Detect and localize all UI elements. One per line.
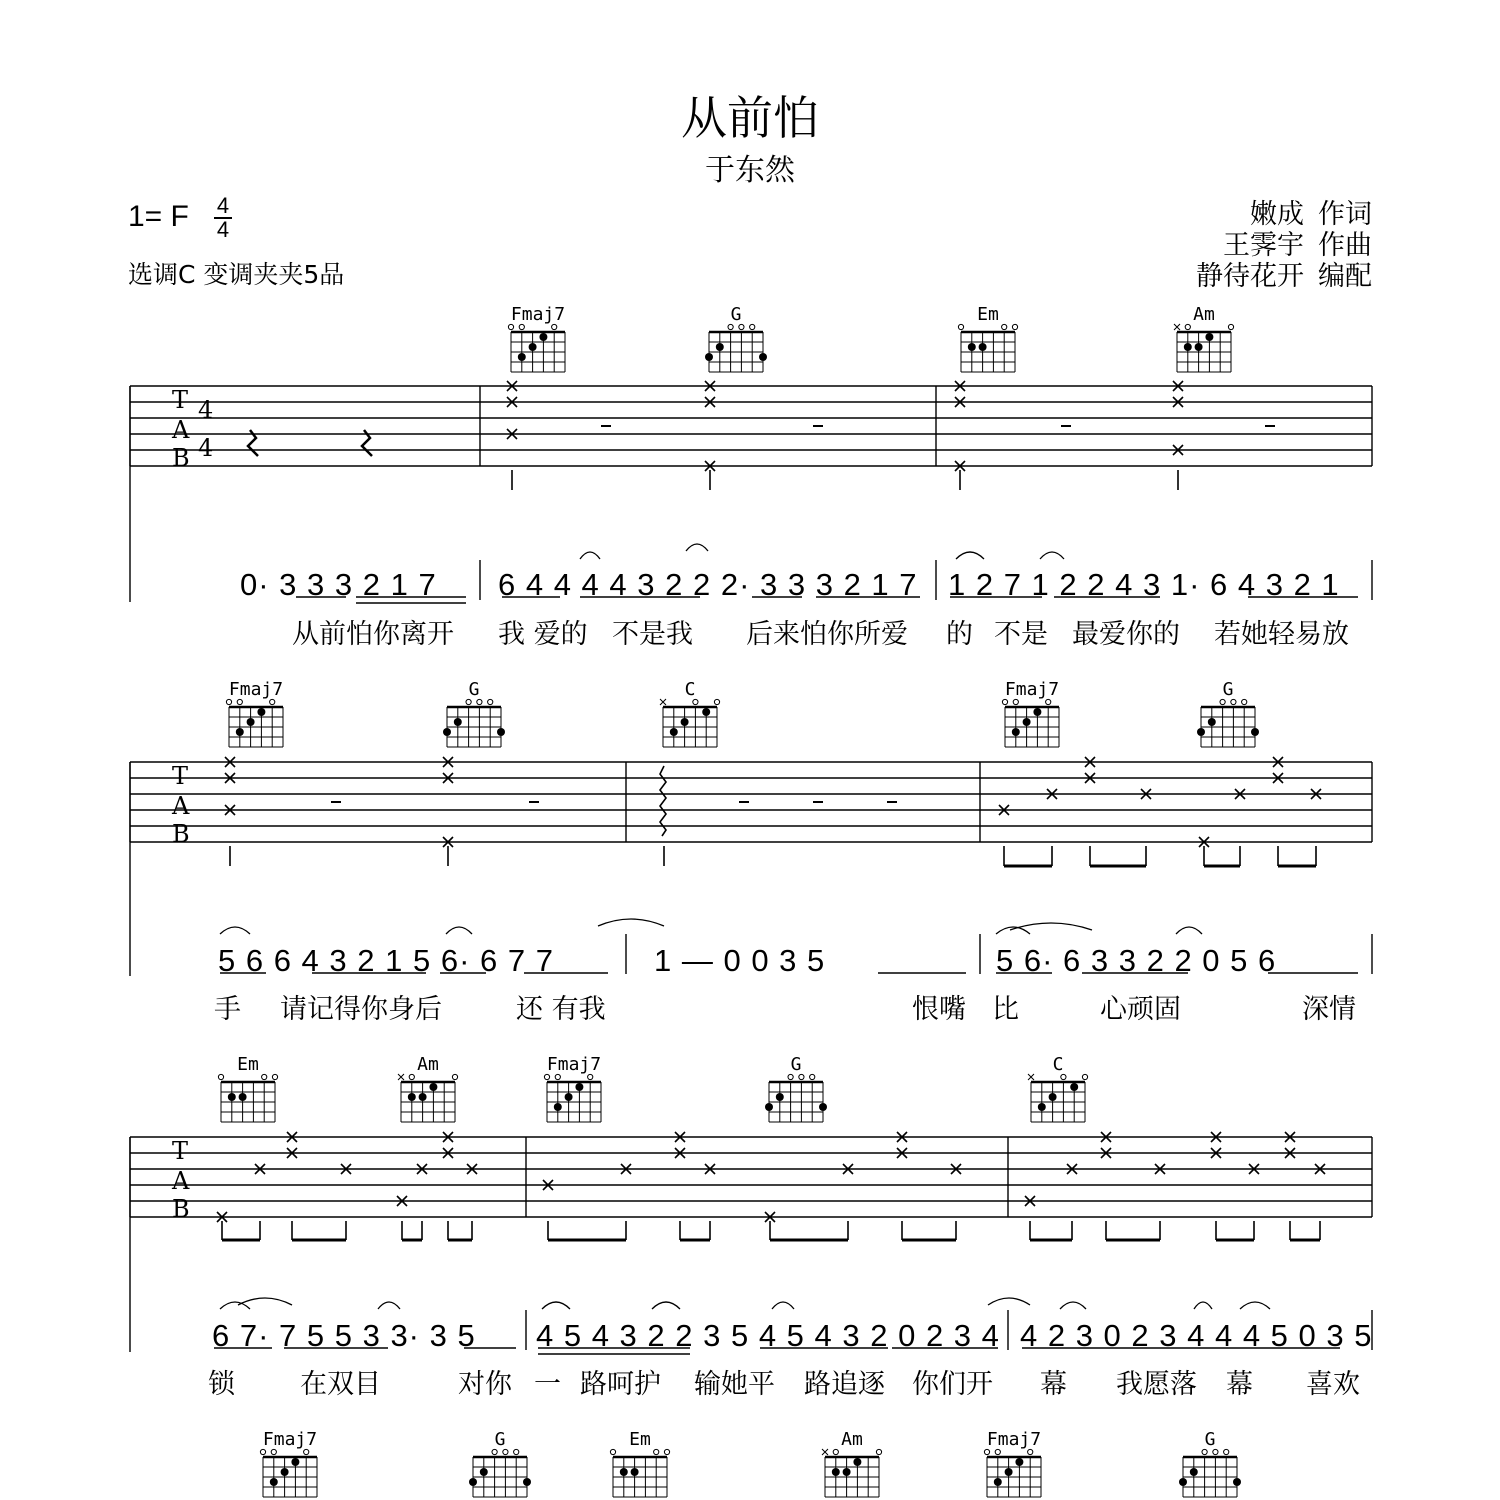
chord-name: G xyxy=(1204,1429,1216,1450)
finger-dot xyxy=(716,343,724,351)
credit-name: 王霁宇 xyxy=(1223,230,1304,261)
lyric: 一 xyxy=(534,1369,561,1400)
lyric: 路呵护 xyxy=(580,1369,661,1400)
jianpu-measure: 6 7· 7 5 5 3 3· 3 5 xyxy=(212,1318,476,1353)
finger-dot xyxy=(257,708,265,716)
open-string-marker xyxy=(492,1449,497,1454)
lyric: 我 爱的 xyxy=(498,619,588,650)
lyric: 锁 xyxy=(208,1369,235,1400)
open-string-marker xyxy=(1013,699,1018,704)
open-string-marker xyxy=(958,324,963,329)
lyric: 的 xyxy=(946,619,973,650)
open-string-marker xyxy=(1220,699,1225,704)
lyric: 若她轻易放 xyxy=(1214,619,1349,650)
lyric: 喜欢 xyxy=(1306,1369,1360,1400)
finger-dot xyxy=(819,1103,827,1111)
jianpu-measure: 0· 3 3 3 2 1 7 xyxy=(240,567,437,602)
finger-dot xyxy=(631,1468,639,1476)
jianpu-measure: 6 4 4 4 4 3 2 2 2· 3 3 3 2 1 7 xyxy=(498,567,918,602)
slur-arc xyxy=(238,1298,292,1305)
jianpu-measure: 5 6 6 4 3 2 1 5 6· 6 7 7 xyxy=(218,943,554,978)
chord-diagram-g xyxy=(1197,679,1259,747)
chord-diagram-g xyxy=(705,304,767,372)
finger-dot xyxy=(1205,333,1213,341)
slur-arc xyxy=(598,919,664,926)
jianpu-measure: 4 5 4 3 2 2 3 5 4 5 4 3 2 0 2 3 4 xyxy=(536,1318,1000,1353)
chord-diagram-c xyxy=(660,679,720,747)
open-string-marker xyxy=(260,1449,265,1454)
chord-name: Am xyxy=(417,1054,439,1075)
finger-dot xyxy=(759,353,767,361)
open-string-marker xyxy=(272,1074,277,1079)
chord-diagram-c xyxy=(1028,1054,1088,1122)
slur-arc xyxy=(378,1302,400,1309)
finger-dot xyxy=(620,1468,628,1476)
chord-diagram-fmaj7 xyxy=(984,1429,1041,1497)
slur-arc xyxy=(988,1298,1030,1305)
finger-dot xyxy=(681,718,689,726)
key-signature: 1= F xyxy=(128,200,189,233)
slur-arc xyxy=(1176,927,1202,934)
jianpu-measure: 5 6· 6 3 3 2 2 0 5 6 xyxy=(996,943,1277,978)
finger-dot xyxy=(539,333,547,341)
finger-dot xyxy=(1195,343,1203,351)
finger-dot xyxy=(575,1083,583,1091)
jianpu-measure: 1 2 7 1 2 2 4 3 1· 6 4 3 2 1 xyxy=(948,567,1340,602)
open-string-marker xyxy=(995,1449,1000,1454)
chord-diagram-am xyxy=(822,1429,882,1497)
open-string-marker xyxy=(1061,1074,1066,1079)
open-string-marker xyxy=(693,699,698,704)
slur-arc xyxy=(580,552,600,559)
finger-dot xyxy=(1023,718,1031,726)
open-string-marker xyxy=(984,1449,989,1454)
credit-role: 作词 xyxy=(1318,199,1372,230)
finger-dot xyxy=(776,1093,784,1101)
finger-dot xyxy=(1005,1468,1013,1476)
chord-diagram-em xyxy=(958,304,1017,372)
chord-diagram-em xyxy=(218,1054,277,1122)
tab-clef-letter: A xyxy=(172,1167,190,1195)
finger-dot xyxy=(1251,728,1259,736)
open-string-marker xyxy=(466,699,471,704)
open-string-marker xyxy=(218,1074,223,1079)
lyric: 还 有我 xyxy=(516,994,606,1025)
chord-name: Fmaj7 xyxy=(986,1429,1042,1450)
open-string-marker xyxy=(514,1449,519,1454)
muted-string-marker xyxy=(822,1449,828,1455)
lyric: 从前怕你离开 xyxy=(292,619,454,650)
chord-diagram-fmaj7 xyxy=(1002,679,1059,747)
lyric: 后来怕你所爱 xyxy=(746,619,908,650)
open-string-marker xyxy=(488,699,493,704)
slur-arc xyxy=(542,1302,570,1309)
open-string-marker xyxy=(876,1449,881,1454)
chord-name: G xyxy=(730,304,742,325)
finger-dot xyxy=(291,1458,299,1466)
chord-diagram-g xyxy=(1179,1429,1241,1497)
chord-name: Am xyxy=(841,1429,863,1450)
finger-dot xyxy=(236,728,244,736)
finger-dot xyxy=(408,1093,416,1101)
open-string-marker xyxy=(1231,699,1236,704)
finger-dot xyxy=(1184,343,1192,351)
open-string-marker xyxy=(1046,699,1051,704)
lyric: 深情 xyxy=(1302,994,1356,1025)
finger-dot xyxy=(765,1103,773,1111)
open-string-marker xyxy=(1224,1449,1229,1454)
finger-dot xyxy=(419,1093,427,1101)
chord-diagram-g xyxy=(765,1054,827,1122)
finger-dot xyxy=(1012,728,1020,736)
open-string-marker xyxy=(226,699,231,704)
finger-dot xyxy=(994,1478,1002,1486)
open-string-marker xyxy=(1185,324,1190,329)
lyric: 比 xyxy=(992,994,1019,1025)
tab-clef-letter: B xyxy=(172,820,190,848)
finger-dot xyxy=(518,353,526,361)
open-string-marker xyxy=(1012,324,1017,329)
open-string-marker xyxy=(503,1449,508,1454)
credit-role: 编配 xyxy=(1318,261,1372,292)
finger-dot xyxy=(529,343,537,351)
open-string-marker xyxy=(1242,699,1247,704)
finger-dot xyxy=(443,728,451,736)
finger-dot xyxy=(1233,1478,1241,1486)
jianpu-measure: 1 — 0 0 3 5 xyxy=(654,943,826,978)
open-string-marker xyxy=(588,1074,593,1079)
lyric: 对你 xyxy=(458,1369,512,1400)
chord-diagram-g xyxy=(443,679,505,747)
finger-dot xyxy=(247,718,255,726)
lyric: 不是 xyxy=(994,619,1048,650)
slur-arc xyxy=(686,544,708,551)
lyric: 路追逐 xyxy=(804,1369,885,1400)
open-string-marker xyxy=(1228,324,1233,329)
chord-name: G xyxy=(494,1429,506,1450)
open-string-marker xyxy=(788,1074,793,1079)
finger-dot xyxy=(1049,1093,1057,1101)
tab-clef-letter: T xyxy=(172,762,189,790)
chord-name: Fmaj7 xyxy=(510,304,566,325)
tab-clef-letter: A xyxy=(172,416,190,444)
finger-dot xyxy=(270,1478,278,1486)
finger-dot xyxy=(1070,1083,1078,1091)
chord-name: Fmaj7 xyxy=(228,679,284,700)
slur-arc xyxy=(1240,1302,1270,1309)
open-string-marker xyxy=(508,324,513,329)
open-string-marker xyxy=(552,324,557,329)
time-signature-top: 4 xyxy=(216,193,230,218)
lyric: 在双目 xyxy=(300,1369,381,1400)
open-string-marker xyxy=(262,1074,267,1079)
finger-dot xyxy=(497,728,505,736)
open-string-marker xyxy=(544,1074,549,1079)
tab-clef-letter: B xyxy=(172,444,190,472)
jianpu-measure: 4 2 3 0 2 3 4 4 4 5 0 3 5 xyxy=(1020,1318,1373,1353)
finger-dot xyxy=(968,343,976,351)
tab-clef-letter: A xyxy=(172,792,190,820)
finger-dot xyxy=(429,1083,437,1091)
tab-time-signature: 4 xyxy=(198,434,214,462)
time-signature-bottom: 4 xyxy=(216,217,230,242)
lyric: 心顽固 xyxy=(1100,994,1181,1025)
chord-name: Em xyxy=(629,1429,651,1450)
lyric: 输她平 xyxy=(694,1369,775,1400)
tab-time-signature: 4 xyxy=(198,396,214,424)
chord-diagram-fmaj7 xyxy=(544,1054,601,1122)
lyric: 手 xyxy=(214,994,241,1025)
slur-arc xyxy=(772,1302,794,1309)
open-string-marker xyxy=(1213,1449,1218,1454)
muted-string-marker xyxy=(660,699,666,705)
open-string-marker xyxy=(237,699,242,704)
finger-dot xyxy=(1208,718,1216,726)
finger-dot xyxy=(469,1478,477,1486)
open-string-marker xyxy=(664,1449,669,1454)
chord-name: G xyxy=(1222,679,1234,700)
chord-name: Fmaj7 xyxy=(1004,679,1060,700)
chord-name: C xyxy=(684,679,696,700)
chord-diagram-em xyxy=(610,1429,669,1497)
open-string-marker xyxy=(739,324,744,329)
finger-dot xyxy=(832,1468,840,1476)
chord-diagram-fmaj7 xyxy=(226,679,283,747)
finger-dot xyxy=(228,1093,236,1101)
chord-diagram-am xyxy=(398,1054,458,1122)
open-string-marker xyxy=(270,699,275,704)
finger-dot xyxy=(843,1468,851,1476)
slur-arc xyxy=(1060,1302,1086,1309)
finger-dot xyxy=(523,1478,531,1486)
open-string-marker xyxy=(654,1449,659,1454)
finger-dot xyxy=(480,1468,488,1476)
slur-arc xyxy=(220,927,250,934)
open-string-marker xyxy=(714,699,719,704)
open-string-marker xyxy=(519,324,524,329)
open-string-marker xyxy=(304,1449,309,1454)
chord-name: C xyxy=(1052,1054,1064,1075)
chord-diagram-fmaj7 xyxy=(508,304,565,372)
chord-name: G xyxy=(468,679,480,700)
song-title: 从前怕 xyxy=(681,91,819,145)
finger-dot xyxy=(979,343,987,351)
finger-dot xyxy=(705,353,713,361)
lyric: 请记得你身后 xyxy=(280,994,442,1025)
finger-dot xyxy=(454,718,462,726)
finger-dot xyxy=(554,1103,562,1111)
open-string-marker xyxy=(409,1074,414,1079)
finger-dot xyxy=(1038,1103,1046,1111)
open-string-marker xyxy=(1082,1074,1087,1079)
finger-dot xyxy=(565,1093,573,1101)
tab-clef-letter: B xyxy=(172,1195,190,1223)
chord-name: Em xyxy=(237,1054,259,1075)
lyric: 不是我 xyxy=(612,619,693,650)
chord-diagram-g xyxy=(469,1429,531,1497)
finger-dot xyxy=(239,1093,247,1101)
finger-dot xyxy=(1197,728,1205,736)
finger-dot xyxy=(670,728,678,736)
credit-name: 嫩成 xyxy=(1250,199,1304,230)
slur-arc xyxy=(446,927,472,934)
open-string-marker xyxy=(728,324,733,329)
open-string-marker xyxy=(799,1074,804,1079)
lyric: 最爱你的 xyxy=(1072,619,1180,650)
slur-arc xyxy=(220,1302,250,1309)
lyric: 你们开 xyxy=(912,1369,993,1400)
chord-name: Fmaj7 xyxy=(262,1429,318,1450)
open-string-marker xyxy=(271,1449,276,1454)
lyric: 幕 xyxy=(1040,1369,1067,1400)
open-string-marker xyxy=(555,1074,560,1079)
tab-clef-letter: T xyxy=(172,1137,189,1165)
chord-name: Am xyxy=(1193,304,1215,325)
muted-string-marker xyxy=(1174,324,1180,330)
open-string-marker xyxy=(452,1074,457,1079)
chord-name: G xyxy=(790,1054,802,1075)
finger-dot xyxy=(1179,1478,1187,1486)
finger-dot xyxy=(853,1458,861,1466)
open-string-marker xyxy=(1028,1449,1033,1454)
slur-arc xyxy=(1194,1302,1212,1309)
open-string-marker xyxy=(833,1449,838,1454)
muted-string-marker xyxy=(1028,1074,1034,1080)
chord-diagram-fmaj7 xyxy=(260,1429,317,1497)
finger-dot xyxy=(702,708,710,716)
chord-name: Fmaj7 xyxy=(546,1054,602,1075)
tab-clef-letter: T xyxy=(172,386,189,414)
artist-name: 于东然 xyxy=(705,153,795,188)
finger-dot xyxy=(1190,1468,1198,1476)
credit-name: 静待花开 xyxy=(1196,261,1304,292)
lyric: 恨嘴 xyxy=(912,994,966,1025)
lyric: 幕 xyxy=(1226,1369,1253,1400)
open-string-marker xyxy=(610,1449,615,1454)
lyric: 我愿落 xyxy=(1116,1369,1197,1400)
slur-arc xyxy=(996,927,1030,934)
open-string-marker xyxy=(810,1074,815,1079)
open-string-marker xyxy=(1002,324,1007,329)
slur-arc xyxy=(652,1302,680,1309)
muted-string-marker xyxy=(398,1074,404,1080)
open-string-marker xyxy=(750,324,755,329)
open-string-marker xyxy=(477,699,482,704)
open-string-marker xyxy=(1002,699,1007,704)
slur-arc xyxy=(956,552,984,559)
chord-name: Em xyxy=(977,304,999,325)
finger-dot xyxy=(1015,1458,1023,1466)
open-string-marker xyxy=(1202,1449,1207,1454)
capo-note: 选调C 变调夹夹5品 xyxy=(128,260,345,289)
finger-dot xyxy=(281,1468,289,1476)
chord-diagram-am xyxy=(1174,304,1234,372)
slur-arc xyxy=(1040,552,1064,559)
finger-dot xyxy=(1033,708,1041,716)
credit-role: 作曲 xyxy=(1318,230,1372,261)
